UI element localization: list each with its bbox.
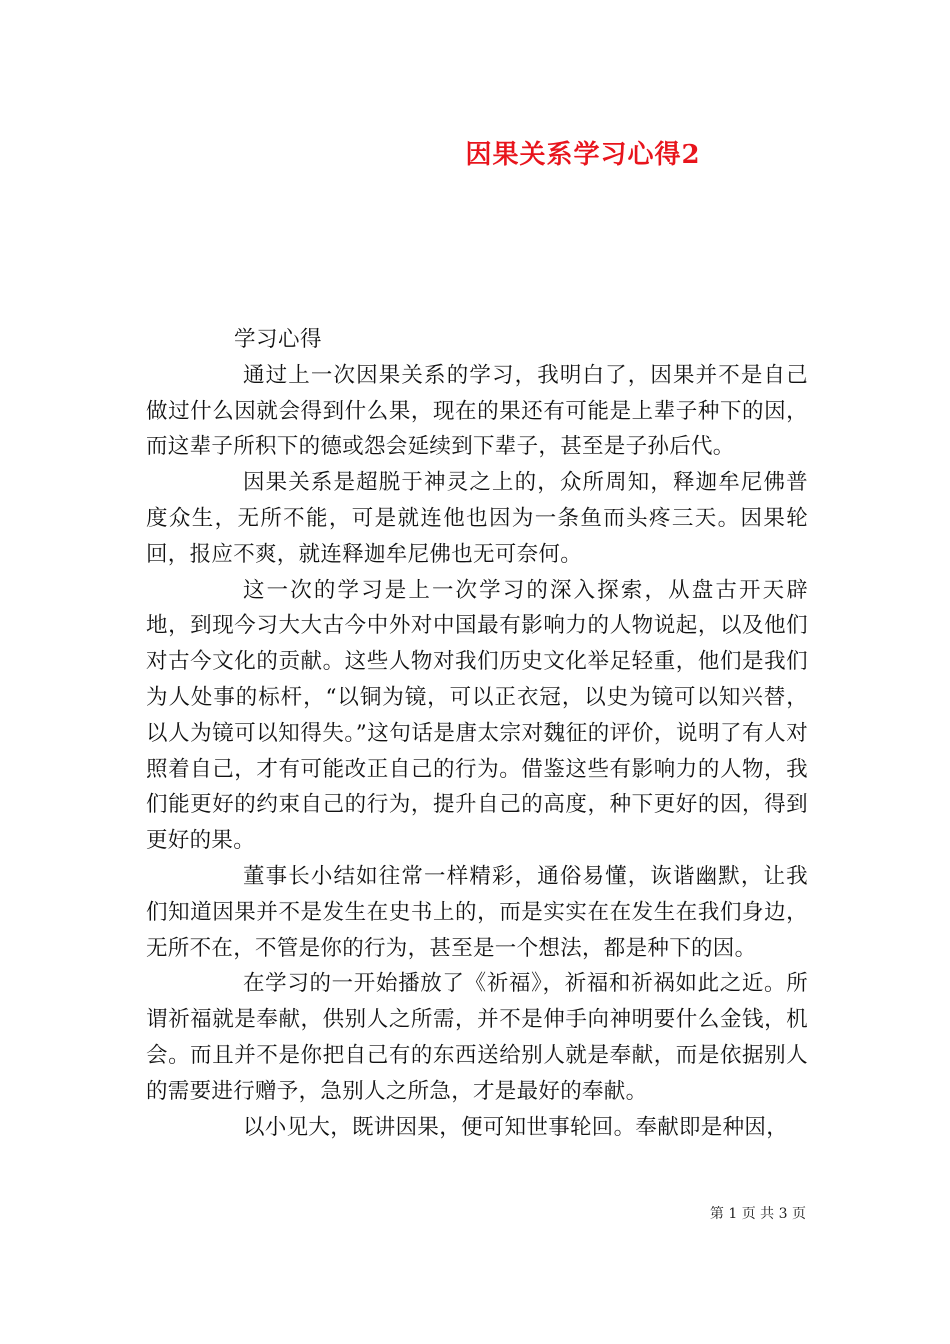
document-title: 因果关系学习心得2	[465, 140, 701, 170]
paragraph-3: 这一次的学习是上一次学习的深入探索，从盘古开天辟地，到现今习大大古今中外对中国最有影响力的人物说起，以及他们对古今文化的贡献。这些人物对我们历史文化举足轻重，他们是我们为人处事的标杆，“以铜为镜，可以正衣冠，以史为镜可以知兴替，以人为镜可以知得失。”这句话是唐太宗对魏征的评价，说明了有人对照着自己，才有可能改正自己的行为。借鉴这些有影响力的人物，我们能更好的约束自己的行为，提升自己的高度，种下更好的因，得到更好的果。	[146, 577, 808, 854]
section-subheading: 学习心得	[234, 327, 323, 352]
page-footer: 第 1 页 共 3 页	[709, 1206, 806, 1222]
paragraph-5: 在学习的一开始播放了《祈福》，祈福和祈祸如此之近。所谓祈福就是奉献，供别人之所需，并不是伸手向神明要什么金钱，机会。而且并不是你把自己有的东西送给别人就是奉献，而是依据别人的需要进行赠予，急别人之所急，才是最好的奉献。	[146, 971, 808, 1104]
paragraph-2: 因果关系是超脱于神灵之上的，众所周知，释迦牟尼佛普度众生，无所不能，可是就连他也因为一条鱼而头疼三天。因果轮回，报应不爽，就连释迦牟尼佛也无可奈何。	[146, 470, 808, 567]
document-body	[146, 322, 808, 1145]
paragraph-6: 以小见大，既讲因果，便可知世事轮回。奉献即是种因，	[243, 1114, 789, 1140]
paragraph-4: 董事长小结如往常一样精彩，通俗易懂，诙谐幽默，让我们知道因果并不是发生在史书上的，而是实实在在发生在我们身边，无所不在，不管是你的行为，甚至是一个想法，都是种下的因。	[146, 863, 808, 961]
paragraph-1: 通过上一次因果关系的学习，我明白了，因果并不是自己做过什么因就会得到什么果，现在的果还有可能是上辈子种下的因，而这辈子所积下的德或怨会延续到下辈子，甚至是子孙后代。	[146, 362, 808, 460]
